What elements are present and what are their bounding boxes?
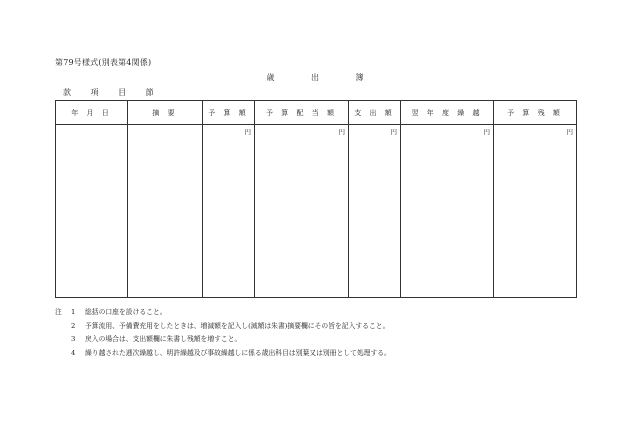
table-header-row <box>56 101 577 125</box>
column-header-budget-balance: 予 算 残 額 <box>494 101 577 125</box>
note-text: 繰り越された逓次繰越し、明許繰越及び事故繰越しに係る歳出科目は別葉又は別冊として処理する。 <box>85 348 391 357</box>
note-text: 予算流用、予備費充用をしたときは、増減額を記入し(減額は朱書)摘要欄にその旨を記入すること。 <box>85 321 390 330</box>
note-text: 戻入の場合は、支出額欄に朱書し残額を増すこと。 <box>85 335 242 343</box>
cell-carryover[interactable] <box>401 125 494 298</box>
title-char: 歳 <box>266 73 275 82</box>
note-text: 総括の口座を設けること。 <box>85 308 167 316</box>
cell-description[interactable] <box>128 125 203 298</box>
account-subheading <box>63 87 171 98</box>
note-number: 4 <box>71 348 76 357</box>
note-number: 1 <box>71 308 76 316</box>
yen-unit: 円 <box>244 128 251 136</box>
cell-expenditure[interactable] <box>349 125 401 298</box>
subheading-char: 目 <box>118 88 127 97</box>
note-number: 2 <box>71 321 76 330</box>
note-number: 3 <box>71 335 76 343</box>
note-item <box>55 333 391 347</box>
subheading-char: 款 <box>63 88 71 97</box>
note-item <box>55 347 391 361</box>
form-number: 第79号様式(別表第4関係) <box>55 58 152 67</box>
note-item <box>55 306 391 320</box>
cell-date[interactable] <box>56 125 128 298</box>
yen-unit: 円 <box>566 128 573 136</box>
yen-unit: 円 <box>338 128 345 136</box>
ledger-table <box>55 100 577 298</box>
cell-budget-allocation[interactable] <box>255 125 349 298</box>
title-char: 簿 <box>355 73 364 82</box>
column-header-carryover: 翌 年 度 繰 越 <box>401 101 494 125</box>
title-char: 出 <box>311 73 319 82</box>
column-header-budget-allocation: 予 算 配 当 額 <box>255 101 349 125</box>
column-header-expenditure: 支 出 額 <box>349 101 401 125</box>
yen-unit: 円 <box>483 128 490 136</box>
notes-prefix: 注 <box>55 308 62 316</box>
subheading-char: 節 <box>145 88 154 97</box>
column-header-date: 年 月 日 <box>56 101 128 125</box>
note-item <box>55 320 391 334</box>
yen-unit: 円 <box>390 128 397 136</box>
column-header-description: 摘 要 <box>128 101 203 125</box>
table-row <box>56 125 577 298</box>
column-header-budget-amount: 予 算 額 <box>203 101 255 125</box>
page-title <box>0 72 630 83</box>
subheading-char: 項 <box>90 88 99 97</box>
cell-budget-balance[interactable] <box>494 125 577 298</box>
notes-section <box>55 306 391 360</box>
cell-budget-amount[interactable] <box>203 125 255 298</box>
